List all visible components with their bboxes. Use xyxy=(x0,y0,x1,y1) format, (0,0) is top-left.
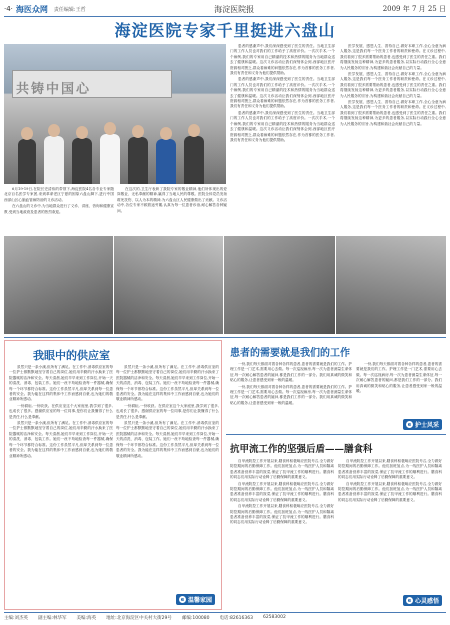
header-rule xyxy=(4,16,446,17)
section-text xyxy=(230,459,334,607)
section-logo xyxy=(16,4,48,15)
footer-address: 地址:北京海淀区中关村大街29号 xyxy=(106,615,172,621)
photo-banner-text: 共铸中国心 xyxy=(16,82,92,97)
e-badge-icon: e xyxy=(407,421,412,428)
article-column-2 xyxy=(117,187,227,233)
section-title: 我眼中的供应室 xyxy=(33,349,110,362)
article-paragraph: 患者的感谢声中,我们深深感受到了医生的责任。当地卫生部门的工作人员也对我们的工作给予了高度评价。一次次手术,一个个病例,我们的专家用自己精湛的技术和热情的服务为当地群众送去了健康和温暖。这次义诊活动让我们深刻体会到,西部地区医疗资源相对匮乏,群众看病难的问题依然存在,作为首都的医务工作者,我们有责任和义务为他们提供帮助。 xyxy=(230,44,335,76)
paper-name: 海淀医院报 xyxy=(214,4,255,14)
section-paragraph: 自甲流防控工作开展以来,膳食科积极响应医院号召,全力做好防控期间的后勤保障工作。他们加班加点,为一线医护人员和隔离患者准备营养丰富的饭菜,保证了抗甲流工作的顺利进行。膳食科的同志们用实际行动诠释了后勤保障的重要意义。 xyxy=(338,481,442,502)
section-supply-room xyxy=(4,340,222,610)
section-paragraph: 一份耕耘,一份收获。在供应室这个大家庭里,我学到了很多,也成长了很多。感谢供应室的每一位同事,是你们让我懂得了什么是责任,什么是奉献。 xyxy=(116,403,219,419)
main-headline: 海淀医院专家千里挺进六盘山 xyxy=(114,21,336,40)
section-paragraph: 一份,我们每天都面对着各种各样的患者,患者的需要就是我们的工作。护理工作是一门艺术,需要用心去做。每一次巡视病房,每一次为患者测量生命体征,每一次耐心解答患者的疑问,都是我们工作的一部分。我们用真诚的微笑和贴心的服务,让患者感受到家一般的温暖。 xyxy=(230,384,352,405)
article-paragraph: 医学发展、感恩人生、善待自己,做好本职工作,全心全意为病人服务,这是我们每一个医务工作者的职责和使命。在义诊过程中,我们看到了很多需要帮助的患者,也感受到了医生的责任之重。我们将继续发扬这种精神,为更多的患者服务,以实际行动践行全心全意为人民服务的宗旨,为构建和谐社会贡献自己的力量。 xyxy=(340,100,446,126)
lead-paragraph: 6月19-19日,在院长史清伟的带领下,海淀医院4名各专业专家随北京百名医学专家团,来到革命老区宁夏的固原六盘山脚下,进行中国西部山区心脑血管病防治的义诊活动。 xyxy=(4,187,114,202)
section-title: 患者的需要就是我们的工作 xyxy=(230,348,350,359)
issue-date: 2009 年 7 月 25 日 xyxy=(382,5,446,13)
footer-designer: 美编:海英 xyxy=(76,615,97,621)
column-tag-label: 心灵感悟 xyxy=(414,598,439,605)
section-paragraph: 一份,我们每天都面对着各种各样的患者,患者的需要就是我们的工作。护理工作是一门艺术,需要用心去做。每一次巡视病房,每一次为患者测量生命体征,每一次耐心解答患者的疑问,都是我们工作的一部分。我们用真诚的微笑和贴心的服务,让患者感受到家一般的温暖。 xyxy=(230,362,352,383)
column-tag-label: 温馨家园 xyxy=(187,597,212,604)
footer-phone-2: 62583002 xyxy=(262,615,286,620)
section-paragraph: 自甲流防控工作开展以来,膳食科积极响应医院号召,全力做好防控期间的后勤保障工作。他们加班加点,为一线医护人员和隔离患者准备营养丰富的饭菜,保证了抗甲流工作的顺利进行。膳食科的同志们用实际行动诠释了后勤保障的重要意义。 xyxy=(338,459,442,480)
footer-vice-editor: 副主编:林华军 xyxy=(38,615,67,621)
article-column-4 xyxy=(340,44,446,234)
column-tag xyxy=(403,595,442,606)
column-tag xyxy=(176,594,215,605)
section-paragraph: 一份耕耘,一份收获。在供应室这个大家庭里,我学到了很多,也成长了很多。感谢供应室的每一位同事,是你们让我懂得了什么是责任,什么是奉献。 xyxy=(9,403,113,419)
footer-editor: 主编:刘杰英 xyxy=(4,615,29,621)
lead-paragraphs xyxy=(4,187,114,233)
section-paragraph: 自甲流防控工作开展以来,膳食科积极响应医院号召,全力做好防控期间的后勤保障工作。他们加班加点,为一线医护人员和隔离患者准备营养丰富的饭菜,保证了抗甲流工作的顺利进行。膳食科的同志们用实际行动诠释了后勤保障的重要意义。 xyxy=(230,481,334,502)
section-text xyxy=(230,362,352,430)
page-header xyxy=(4,2,446,16)
article-column-3 xyxy=(230,44,335,234)
article-paragraph: 患者的感谢声中,我们深深感受到了医生的责任。当地卫生部门的工作人员也对我们的工作给予了高度评价。一次次手术,一个个病例,我们的专家用自己精湛的技术和热情的服务为当地群众送去了健康和温暖。这次义诊活动让我们深刻体会到,西部地区医疗资源相对匮乏,群众看病难的问题依然存在,作为首都的医务工作者,我们有责任和义务为他们提供帮助。 xyxy=(230,77,335,109)
section-paragraph: 虽然只是一条小溪,但所有了满足。在工作中,消毒供应室的每一位护士都默默地坚守着自己的岗位,她们用辛勤的汗水换来了医院器械的洁净和安全。每天清晨,她们早早来到工作岗位,开始一天的清洗、消毒、包装工作。她们一丝不苟地检查每一件器械,确保每一个环节都符合标准。这份工作虽然平凡,但却关系到每一位患者的安全。我为能在这样的集体中工作而感到自豪,也为她们的敬业精神所感动。 xyxy=(9,365,113,402)
section-paragraph: 自甲流防控工作开展以来,膳食科积极响应医院号召,全力做好防控期间的后勤保障工作。他们加班加点,为一线医护人员和隔离患者准备营养丰富的饭菜,保证了抗甲流工作的顺利进行。膳食科的同志们用实际行动诠释了后勤保障的重要意义。 xyxy=(230,459,334,480)
section-rule xyxy=(4,337,446,338)
article-paragraph: 患者的感谢声中,我们深深感受到了医生的责任。当地卫生部门的工作人员也对我们的工作给予了高度评价。一次次手术,一个个病例,我们的专家用自己精湛的技术和热情的服务为当地群众送去了健康和温暖。这次义诊活动让我们深刻体会到,西部地区医疗资源相对匮乏,群众看病难的问题依然存在,作为首都的医务工作者,我们有责任和义务为他们提供帮助。 xyxy=(230,110,335,142)
section-paragraph: 虽然只是一条小溪,但所有了满足。在工作中,消毒供应室的每一位护士都默默地坚守着自己的岗位,她们用辛勤的汗水换来了医院器械的洁净和安全。每天清晨,她们早早来到工作岗位,开始一天的清洗、消毒、包装工作。她们一丝不苟地检查每一件器械,确保每一个环节都符合标准。这份工作虽然平凡,但却关系到每一位患者的安全。我为能在这样的集体中工作而感到自豪,也为她们的敬业精神所感动。 xyxy=(9,421,113,458)
section-text xyxy=(116,365,219,593)
group-photo xyxy=(4,44,226,184)
section-title: 抗甲流工作的坚强后盾——膳食科 xyxy=(230,444,373,455)
section-name: 海医 xyxy=(15,4,32,14)
page-number: ·4· xyxy=(4,5,13,13)
editor-credit: 责任编辑:王哲 xyxy=(53,6,86,13)
section-paragraph: 虽然只是一条小溪,但所有了满足。在工作中,消毒供应室的每一位护士都默默地坚守着自己的岗位,她们用辛勤的汗水换来了医院器械的洁净和安全。每天清晨,她们早早来到工作岗位,开始一天的清洗、消毒、包装工作。她们一丝不苟地检查每一件器械,确保每一个环节都符合标准。这份工作虽然平凡,但却关系到每一位患者的安全。我为能在这样的集体中工作而感到自豪,也为她们的敬业精神所感动。 xyxy=(116,421,219,458)
section-text xyxy=(356,362,442,414)
column-tag xyxy=(403,419,442,430)
article-paragraph: 在这次的,卫生厅表彰了我院专家的敬业精神,他们所体现出的爱岗敬业、无私奉献的精神,赢得了当地人民的尊敬。医院全体党员发扬救死扶伤、以人为本的精神,为六盘山区人民健康做出了贡献。义诊活动中,各位专家不顾旅途劳累,认真为每一位患者诊治,耐心解答各种疑问。 xyxy=(117,187,227,213)
column-tag-label: 护士风采 xyxy=(414,422,439,429)
section-anti-flu xyxy=(226,434,446,610)
section-logo-text: 众网 xyxy=(31,4,48,14)
section-patient-needs xyxy=(226,340,446,432)
lead-paragraph: 在六盘山的义诊中,为当地群众进行了义诊、讲座、咨询和健康宣教,受到当地政府及患者的热烈欢迎。 xyxy=(4,204,114,214)
footer-postcode: 邮编:100080 xyxy=(181,615,210,621)
article-paragraph: 医学发展、感恩人生、善待自己,做好本职工作,全心全意为病人服务,这是我们每一个医务工作者的职责和使命。在义诊过程中,我们看到了很多需要帮助的患者,也感受到了医生的责任之重。我们将继续发扬这种精神,为更多的患者服务,以实际行动践行全心全意为人民服务的宗旨,为构建和谐社会贡献自己的力量。 xyxy=(340,72,446,98)
section-paragraph: 自甲流防控工作开展以来,膳食科积极响应医院号召,全力做好防控期间的后勤保障工作。他们加班加点,为一线医护人员和隔离患者准备营养丰富的饭菜,保证了抗甲流工作的顺利进行。膳食科的同志们用实际行动诠释了后勤保障的重要意义。 xyxy=(230,504,334,525)
footer-phone: 电话:82616363 xyxy=(219,615,253,621)
clinic-photo-strip xyxy=(4,236,446,334)
article-paragraph: 医学发展、感恩人生、善待自己,做好本职工作,全心全意为病人服务,这是我们每一个医务工作者的职责和使命。在义诊过程中,我们看到了很多需要帮助的患者,也感受到了医生的责任之重。我们将继续发扬这种精神,为更多的患者服务,以实际行动践行全心全意为人民服务的宗旨,为构建和谐社会贡献自己的力量。 xyxy=(340,44,446,70)
e-badge-icon: e xyxy=(407,597,412,604)
e-badge-icon: e xyxy=(180,596,185,603)
section-text xyxy=(338,459,442,593)
section-paragraph: 一份,我们每天都面对着各种各样的患者,患者的需要就是我们的工作。护理工作是一门艺术,需要用心去做。每一次巡视病房,每一次为患者测量生命体征,每一次耐心解答患者的疑问,都是我们工作的一部分。我们用真诚的微笑和贴心的服务,让患者感受到家一般的温暖。 xyxy=(356,362,442,394)
section-paragraph: 虽然只是一条小溪,但所有了满足。在工作中,消毒供应室的每一位护士都默默地坚守着自己的岗位,她们用辛勤的汗水换来了医院器械的洁净和安全。每天清晨,她们早早来到工作岗位,开始一天的清洗、消毒、包装工作。她们一丝不苟地检查每一件器械,确保每一个环节都符合标准。这份工作虽然平凡,但却关系到每一位患者的安全。我为能在这样的集体中工作而感到自豪,也为她们的敬业精神所感动。 xyxy=(116,365,219,402)
section-text xyxy=(9,365,113,607)
page-footer xyxy=(4,612,446,622)
